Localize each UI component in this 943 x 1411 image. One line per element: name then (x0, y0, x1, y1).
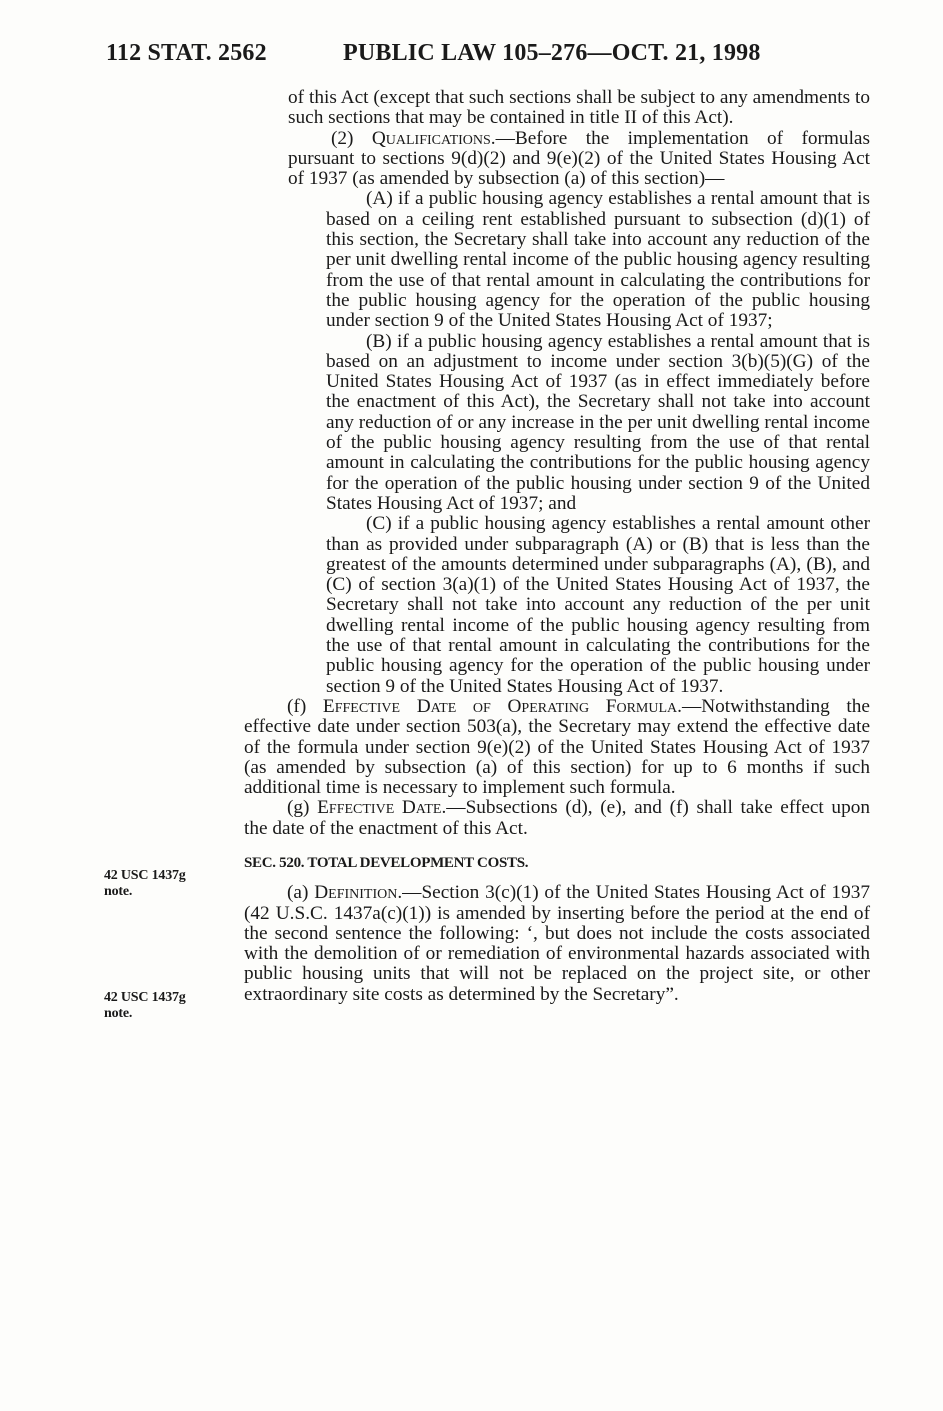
margin-note (104, 990, 224, 1022)
subsection-heading: Effective Date of Operating Formula. (322, 695, 682, 717)
paragraph-qualifications (288, 129, 870, 190)
margin-note-citation: 42 USC 1437g (104, 990, 186, 1005)
continued-paragraph: of this Act (except that such sections shall be subject to any amendments to such sections that may be contained in title II of this Act). (288, 87, 870, 129)
subsection-label: (g) (287, 797, 318, 819)
subparagraph-b: (B) if a public housing agency establishes a rental amount that is based on an adjustment to income under section 3(b)(5)(G) of the United States Housing Act of 1937 (as in effect immediately before the enactment of this Act), the Secretary shall not take into account any reduction of or any increase in the per unit dwelling rental income of the public housing agency resulting from the use of that rental amount in calculating the contributions for the public housing agency for the operation of the public housing under section 9 of the United States Housing Act of 1937; and (326, 330, 870, 514)
subsection-heading: Effective Date. (317, 797, 447, 819)
subsection-g (244, 798, 870, 839)
subsection-heading: Definition. (314, 882, 403, 904)
margin-note-citation: 42 USC 1437g (104, 868, 186, 883)
statute-body (244, 88, 870, 1005)
paragraph-label: (2) (331, 127, 372, 149)
subsection-text: —Section 3(c)(1) of the United States Housing Act of 1937 (42 U.S.C. 1437a(c)(1)) is amended by inserting before the period at the end of the second sentence the following: ‘, but does not include the costs associated with the demolition of or remediation of environmental hazards associated with public housing units that will not be replaced on the project site, or other extraordinary site costs as determined by the Secretary”. (244, 882, 870, 1005)
section-heading: SEC. 520. TOTAL DEVELOPMENT COSTS. (244, 854, 529, 871)
subsection-label: (a) (287, 882, 315, 904)
subparagraph-a: (A) if a public housing agency establishes a rental amount that is based on a ceiling rent established pursuant to subsection (d)(1) of this section, the Secretary shall take into account any reduction of the per unit dwelling rental income of the public housing agency resulting from the use of that rental amount in calculating the contributions for the public housing agency for the operation of the public housing under section 9 of the United States Housing Act of 1937; (326, 188, 870, 332)
page-header (0, 40, 943, 72)
margin-note-label: note. (104, 1006, 133, 1021)
statute-page-reference: 112 STAT. 2562 (106, 40, 267, 66)
subsection-text: —Notwithstanding the effective date under section 503(a), the Secretary may extend the effective date of the formula under section 9(e)(2) of the United States Housing Act of 1937 (as amended by subsection (a) of this section) for up to 6 months if such additional time is necessary to implement such formula. (244, 695, 870, 799)
subsection-a (244, 883, 870, 1005)
subsection-f (244, 697, 870, 798)
margin-note (104, 868, 224, 900)
subsection-label: (f) (287, 695, 323, 717)
paragraph-heading: Qualifications. (371, 127, 496, 149)
subparagraph-c: (C) if a public housing agency establishes a rental amount other than as provided under subparagraph (A) or (B) that is less than the greatest of the amounts determined under subparagraphs (A), (B), and (C) of section 3(a)(1) of the United States Housing Act of 1937, the Secretary shall not take into account any reduction of the per unit dwelling rental income of the public housing agency resulting from the use of that rental amount in calculating the contributions for the public housing agency for the operation of the public housing under section 9 of the United States Housing Act of 1937. (326, 513, 870, 697)
subsection-text: —Subsections (d), (e), and (f) shall take effect upon the date of the enactment of this Act. (244, 797, 870, 839)
law-title: PUBLIC LAW 105–276—OCT. 21, 1998 (343, 40, 761, 66)
margin-note-label: note. (104, 884, 133, 899)
paragraph-text: —Before the implementation of formulas pursuant to sections 9(d)(2) and 9(e)(2) of the United States Housing Act of 1937 (as amended by subsection (a) of this section)— (288, 127, 870, 190)
